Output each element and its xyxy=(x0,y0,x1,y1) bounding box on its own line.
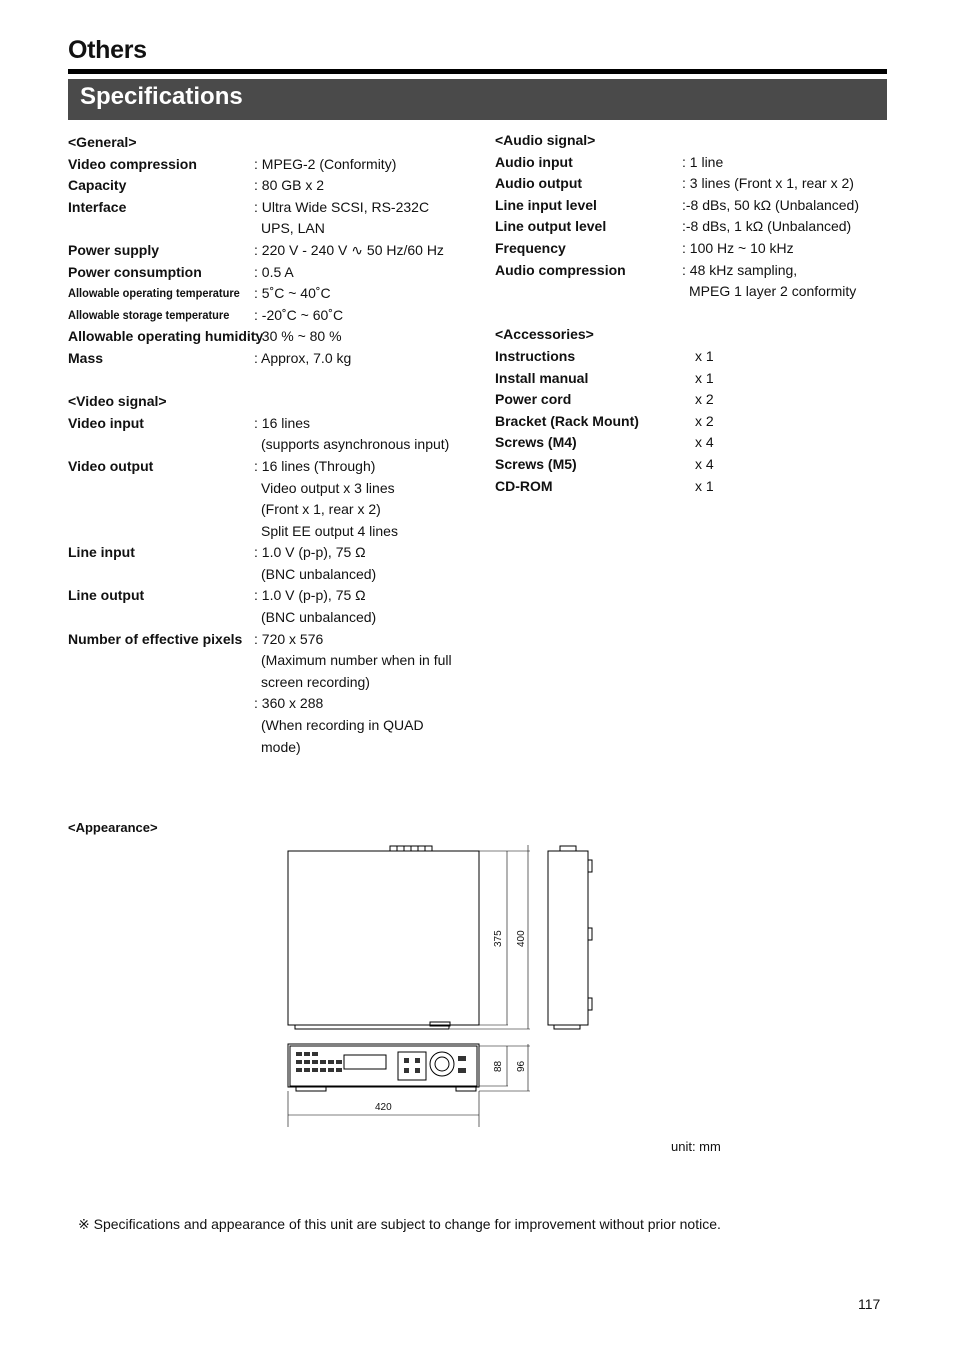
spec-value: : 3 lines (Front x 1, rear x 2) xyxy=(682,175,854,192)
top-view-front-lip xyxy=(295,1025,449,1029)
spec-value: (BNC unbalanced) xyxy=(261,609,377,626)
general-header: <General> xyxy=(68,134,137,150)
spec-label: Power consumption xyxy=(68,263,202,280)
audio-signal-header: <Audio signal> xyxy=(495,132,596,148)
spec-label: Line output xyxy=(68,587,145,604)
dim-height-outer: 96 xyxy=(516,1060,527,1072)
spec-label: CD-ROM xyxy=(495,477,553,494)
spec-label: Screws (M5) xyxy=(495,455,577,472)
spec-value: : 220 V - 240 V ∿ 50 Hz/60 Hz xyxy=(254,241,444,258)
spec-label: Allowable operating temperature xyxy=(68,286,240,301)
spec-value: x 2 xyxy=(695,391,714,408)
spec-label: Install manual xyxy=(495,369,589,386)
video-signal-header: <Video signal> xyxy=(68,393,167,410)
spec-label: Number of effective pixels xyxy=(68,630,243,647)
accessories-header: <Accessories> xyxy=(495,326,594,343)
spec-value: screen recording) xyxy=(261,673,370,690)
spec-value: : 30 % ~ 80 % xyxy=(254,328,342,345)
spec-value: x 4 xyxy=(695,434,714,451)
spec-label: Instructions xyxy=(495,347,576,364)
spec-value: : 1.0 V (p-p), 75 Ω xyxy=(254,544,366,561)
spec-value: : MPEG-2 (Conformity) xyxy=(254,155,397,172)
top-view-outline xyxy=(288,851,479,1025)
spec-value: UPS, LAN xyxy=(261,220,325,237)
spec-value: (Front x 1, rear x 2) xyxy=(261,501,381,518)
side-view-outline xyxy=(548,851,588,1025)
page-number: 117 xyxy=(858,1296,881,1312)
spec-value: (BNC unbalanced) xyxy=(261,565,377,582)
spec-value: x 2 xyxy=(695,412,714,429)
spec-label: Screws (M4) xyxy=(495,434,577,451)
spec-value: x 1 xyxy=(695,369,714,386)
spec-value: : 5˚C ~ 40˚C xyxy=(254,285,331,302)
spec-label: Frequency xyxy=(495,239,566,256)
spec-value: : 16 lines (Through) xyxy=(254,457,376,474)
spec-value: : 0.5 A xyxy=(254,263,294,280)
spec-label: Allowable operating humidity xyxy=(68,328,264,345)
spec-value: : Ultra Wide SCSI, RS-232C xyxy=(254,198,430,215)
spec-value: x 1 xyxy=(695,477,714,494)
spec-value: : 1 line xyxy=(682,153,724,170)
spec-value: (When recording in QUAD xyxy=(261,717,424,734)
spec-label: Audio output xyxy=(495,175,583,192)
spec-label: Audio compression xyxy=(495,261,626,278)
spec-value: : Approx, 7.0 kg xyxy=(254,349,352,366)
spec-label: Line input xyxy=(68,544,135,561)
spec-value: MPEG 1 layer 2 conformity xyxy=(689,283,857,300)
spec-label: Video input xyxy=(68,414,144,431)
spec-value: : -20˚C ~ 60˚C xyxy=(254,306,344,323)
spec-value: x 1 xyxy=(695,347,714,364)
spec-value: : 48 kHz sampling, xyxy=(682,261,798,278)
spec-value: (supports asynchronous input) xyxy=(261,436,450,453)
spec-label: Allowable storage temperature xyxy=(68,307,230,322)
spec-value: : 360 x 288 xyxy=(254,695,324,712)
unit-label: unit: mm xyxy=(671,1139,721,1154)
spec-value: :-8 dBs, 1 kΩ (Unbalanced) xyxy=(682,218,852,235)
spec-label: Power cord xyxy=(495,391,572,408)
section-title: Others xyxy=(68,36,147,64)
spec-label: Bracket (Rack Mount) xyxy=(495,412,639,429)
page-title: Specifications xyxy=(80,83,243,110)
spec-value: (Maximum number when in full xyxy=(261,652,452,669)
spec-label: Video compression xyxy=(68,155,197,172)
spec-label: Interface xyxy=(68,198,127,215)
dim-depth-inner: 375 xyxy=(493,930,504,947)
front-view-display xyxy=(344,1055,386,1069)
spec-value: : 16 lines xyxy=(254,414,311,431)
spec-value: Split EE output 4 lines xyxy=(261,522,398,539)
dim-height-inner: 88 xyxy=(493,1060,504,1072)
dim-width: 420 xyxy=(375,1102,392,1113)
spec-value: : 80 GB x 2 xyxy=(254,177,325,194)
footnote: ※ Specifications and appearance of this unit are subject to change for improvement without prior notice. xyxy=(78,1216,721,1232)
spec-label: Power supply xyxy=(68,241,160,258)
front-view-jog-dial xyxy=(430,1052,454,1076)
spec-value: Video output x 3 lines xyxy=(261,479,395,496)
spec-value: : 100 Hz ~ 10 kHz xyxy=(682,239,794,256)
spec-label: Line output level xyxy=(495,218,607,235)
spec-value: x 4 xyxy=(695,455,714,472)
appearance-header: <Appearance> xyxy=(68,820,158,835)
spec-label: Audio input xyxy=(495,153,573,170)
spec-value: mode) xyxy=(261,738,301,755)
spec-value: : 1.0 V (p-p), 75 Ω xyxy=(254,587,366,604)
dim-depth-outer: 400 xyxy=(516,930,527,947)
spec-label: Line input level xyxy=(495,196,597,213)
spec-label: Capacity xyxy=(68,177,127,194)
spec-value: : 720 x 576 xyxy=(254,630,324,647)
spec-label: Mass xyxy=(68,349,104,366)
spec-label: Video output xyxy=(68,457,154,474)
spec-value: :-8 dBs, 50 kΩ (Unbalanced) xyxy=(682,196,859,213)
